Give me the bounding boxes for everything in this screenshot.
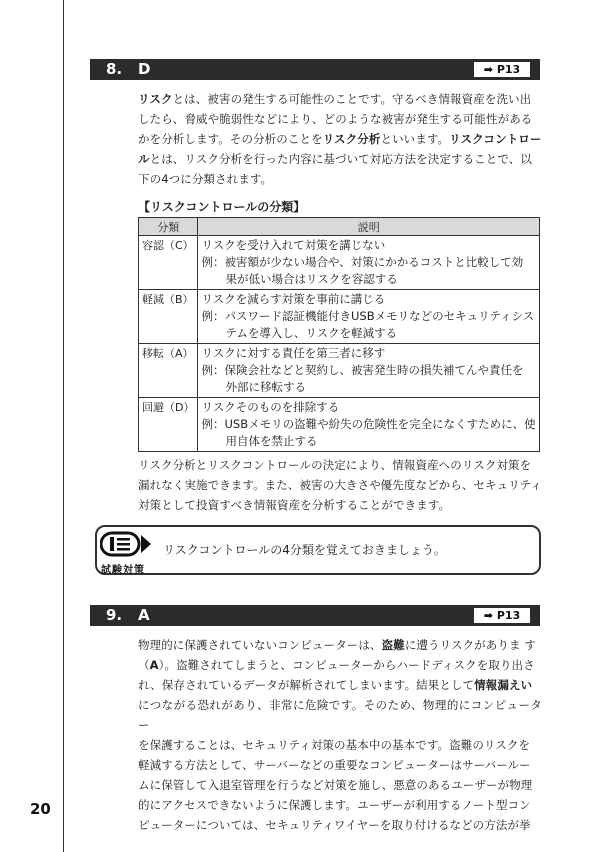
- bold-term: リスクコントロー: [449, 132, 542, 146]
- answer-letter: D: [138, 60, 151, 78]
- text-run: 下の4つに分類されます。: [138, 172, 273, 186]
- description-text: リスクを減らす対策を事前に講じる: [201, 292, 386, 306]
- description-cell: [198, 344, 540, 398]
- bold-term: ル: [138, 152, 150, 166]
- text-line: [138, 109, 542, 129]
- exam-tip-label: 試験対策: [101, 565, 145, 576]
- answer-letter: A: [138, 606, 150, 624]
- text-run: といいます。: [380, 132, 450, 146]
- text-line: [138, 795, 542, 815]
- text-line: 対策として投資すべき情報資産を分析することができます。: [138, 498, 451, 512]
- question-number: 8.: [106, 60, 123, 78]
- table-row: [139, 344, 540, 398]
- table-header-category: 分類: [139, 218, 198, 236]
- bold-term: リスク分析: [322, 132, 381, 146]
- text-run: したら、脅威や脆弱性などにより、どのような被害が発生する可能性がある: [138, 112, 533, 126]
- description-text: リスクを受け入れて対策を講じない: [201, 238, 386, 252]
- section8-intro: [138, 89, 542, 189]
- bold-term: 盗難: [381, 638, 405, 652]
- example-text: テムを導入し、リスクを軽減する: [225, 326, 398, 340]
- example-text: 例：パスワード認証機能付きUSBメモリなどのセキュリティシス: [201, 309, 535, 323]
- category-cell: 軽減（B）: [139, 290, 198, 344]
- description-text: リスクそのものを排除する: [201, 400, 340, 414]
- bold-term: リスク: [138, 92, 173, 106]
- text-run: 物理的に保護されていないコンピューターは、: [138, 638, 382, 652]
- exam-tip-icon: [100, 531, 152, 557]
- question-number: 9.: [106, 606, 123, 624]
- bold-term: A: [149, 658, 159, 672]
- description-cell: [198, 236, 540, 290]
- table-title: 【リスクコントロールの分類】: [138, 200, 306, 214]
- text-line: [138, 695, 542, 735]
- text-line: 漏れなく実施できます。また、被害の大きさや優先度などから、セキュリティ: [138, 478, 542, 492]
- category-cell: 移転（A）: [139, 344, 198, 398]
- text-run: とは、被害の発生する可能性のことです。守るべき情報資産を洗い出: [172, 92, 532, 106]
- text-line: [138, 735, 542, 755]
- text-run: 的にアクセスできないように保護します。ユーザーが利用するノート型コン: [138, 798, 531, 812]
- section9-body: [138, 635, 542, 835]
- category-cell: 容認（C）: [139, 236, 198, 290]
- example-text: 果が低い場合はリスクを容認する: [225, 272, 398, 286]
- page-reference: ➡ P13: [474, 608, 530, 623]
- text-line: [138, 169, 542, 189]
- description-text: リスクに対する責任を第三者に移す: [201, 346, 386, 360]
- text-line: [138, 149, 542, 169]
- text-run: れ、保存されているデータが解析されてしまいます。結果として: [138, 678, 475, 692]
- example-text: 用自体を禁止する: [225, 434, 318, 448]
- text-line: [138, 815, 542, 835]
- text-line: [138, 635, 542, 655]
- text-line: [138, 89, 542, 109]
- text-line: [138, 655, 542, 675]
- example-text: 外部に移転する: [225, 380, 306, 394]
- text-line: リスク分析とリスクコントロールの決定により、情報資産へのリスク対策を: [138, 458, 532, 472]
- risk-control-table: [138, 217, 540, 452]
- text-line: [138, 675, 542, 695]
- text-run: （: [138, 658, 150, 672]
- answer-header-9: [90, 605, 540, 626]
- example-text: 例：保険会社などと契約し、被害発生時の損失補てんや責任を: [201, 363, 524, 377]
- category-cell: 回避（D）: [139, 398, 198, 452]
- section8-outro: [138, 455, 542, 515]
- text-run: ）。盗難されてしまうと、コンピューターからハードディスクを取り出さ: [158, 658, 535, 672]
- exam-tip-text: リスクコントロールの4分類を覚えておきましょう。: [163, 543, 446, 557]
- description-cell: [198, 398, 540, 452]
- table-row: [139, 398, 540, 452]
- text-run: 軽減する方法として、サーバーなどの重要なコンピューターはサーバールー: [138, 758, 531, 772]
- text-run: ムに保管して入退室管理を行うなど対策を施し、悪意のあるユーザーが物理: [138, 778, 533, 792]
- text-run: かを分析します。その分析のことを: [138, 132, 323, 146]
- table-row: [139, 290, 540, 344]
- text-line: [138, 129, 542, 149]
- text-line: [138, 755, 542, 775]
- text-run: ピューターについては、セキュリティワイヤーを取り付けるなどの方法が挙: [138, 818, 531, 832]
- bold-term: 情報漏えい: [474, 678, 533, 692]
- margin-line: [63, 0, 64, 852]
- text-line: [138, 775, 542, 795]
- example-text: 例：被害額が少ない場合や、対策にかかるコストと比較して効: [201, 255, 524, 269]
- description-cell: [198, 290, 540, 344]
- page-number: 20: [30, 800, 51, 818]
- text-run: に遭うリスクがありま す: [404, 638, 536, 652]
- table-header-description: 説明: [198, 218, 540, 236]
- table-row: [139, 236, 540, 290]
- text-run: を保護することは、セキュリティ対策の基本中の基本です。盗難のリスクを: [138, 738, 531, 752]
- text-run: につながる恐れがあり、非常に危険です。そのため、物理的にコンピューター: [138, 698, 542, 732]
- page-reference: ➡ P13: [474, 62, 530, 77]
- example-text: 例：USBメモリの盗難や紛失の危険性を完全になくすために、使: [201, 417, 536, 431]
- text-run: とは、リスク分析を行った内容に基づいて対応方法を決定することで、以: [149, 152, 532, 166]
- answer-header-8: [90, 59, 540, 80]
